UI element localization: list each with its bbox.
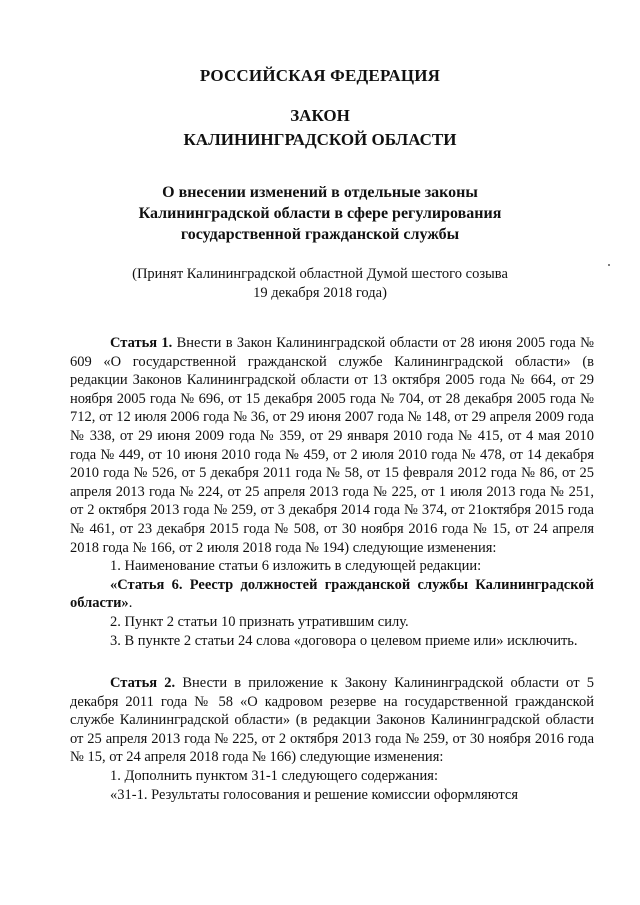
country-heading: РОССИЙСКАЯ ФЕДЕРАЦИЯ: [199, 66, 441, 85]
article-2-label: Статья 2.: [110, 675, 176, 692]
article-1-text: Внести в Закон Калининградской области от 28 июня 2005 года № 609 «О государственной гражданской службе Калининградской области» (в редакции Законов Калининградской области от 13 октября 2005 года № 664, от 29 ноября 2005 года № 696, от 15 декабря 2005 года № 704, от 28 декабря 2005 года № 712, от 12 июля 2006 года № 36, от 29 июня 2007 года № 148, от 29 апреля 2009 года № 338, от 29 июня 2009 года № 359, от 29 января 2010 года № 415, от 4 мая 2010 года № 449, от 10 июня 2010 года № 459, от 2 июля 2010 года № 478, от 14 декабря 2010 года № 526, от 5 декабря 2011 года № 58, от 15 февраля 2012 года № 86, от 25 апреля 2013 года № 224, от 25 апреля 2013 года № 225, от 1 июля 2013 года № 251, от 2 октября 2013 года № 259, от 3 декабря 2014 года № 374, от 21октября 2015 года № 461, от 23 декабря 2015 года № 508, от 30 ноября 2016 года № 15, от 24 апреля 2018 года № 166, от 2 июля 2018 года № 194) следующие изменения:: [70, 335, 594, 556]
article-2-text: Внести в приложение к Закону Калининградской области от 5 декабря 2011 года № 58 «О кадровом резерве на государственной гражданской службе Калининградской области» (в редакции Законов Калининградской области от 25 апреля 2013 года № 225, от 2 октября 2013 года № 259, от 30 ноября 2016 года № 15, от 24 апреля 2018 года № 166) следующие изменения:: [70, 675, 595, 766]
article-1-label: Статья 1.: [110, 335, 173, 351]
article-2-item-1: 1. Дополнить пунктом 31-1 следующего содержания:: [110, 768, 438, 785]
spacer: [70, 650, 594, 674]
adoption-line-2: 19 декабря 2018 года): [253, 284, 387, 301]
region-name: КАЛИНИНГРАДСКОЙ ОБЛАСТИ: [183, 130, 457, 149]
article-1-item-3: 3. В пункте 2 статьи 24 слова «договора о целевом приеме или» исключить.: [110, 632, 578, 649]
title-line-1: О внесении изменений в отдельные законы: [162, 184, 478, 201]
article-1-item-1: 1. Наименование статьи 6 изложить в следующей редакции:: [110, 558, 482, 575]
law-body: [70, 334, 594, 804]
title-line-2: Калининградской области в сфере регулирования: [138, 205, 502, 222]
law-heading: [0, 104, 640, 152]
article-1-item-1-quote: [70, 576, 594, 613]
article-1-quote-end: .: [128, 595, 133, 612]
title-line-3: государственной гражданской службы: [180, 226, 460, 243]
doc-type: ЗАКОН: [290, 106, 350, 125]
article-1-item-2: 2. Пункт 2 статьи 10 признать утратившим силу.: [110, 613, 409, 630]
adoption-note: [0, 265, 640, 302]
adoption-line-1: (Принят Калининградской областной Думой шестого созыва: [132, 266, 508, 282]
article-2-paragraph: [70, 674, 594, 767]
article-2-item-1-quote: «31-1. Результаты голосования и решение комиссии оформляются: [110, 786, 519, 803]
article-1-quote-bold: «Статья 6. Реестр должностей гражданской службы Калининградской области»: [70, 576, 594, 612]
law-title: [0, 182, 640, 245]
article-1-paragraph: [70, 334, 594, 557]
